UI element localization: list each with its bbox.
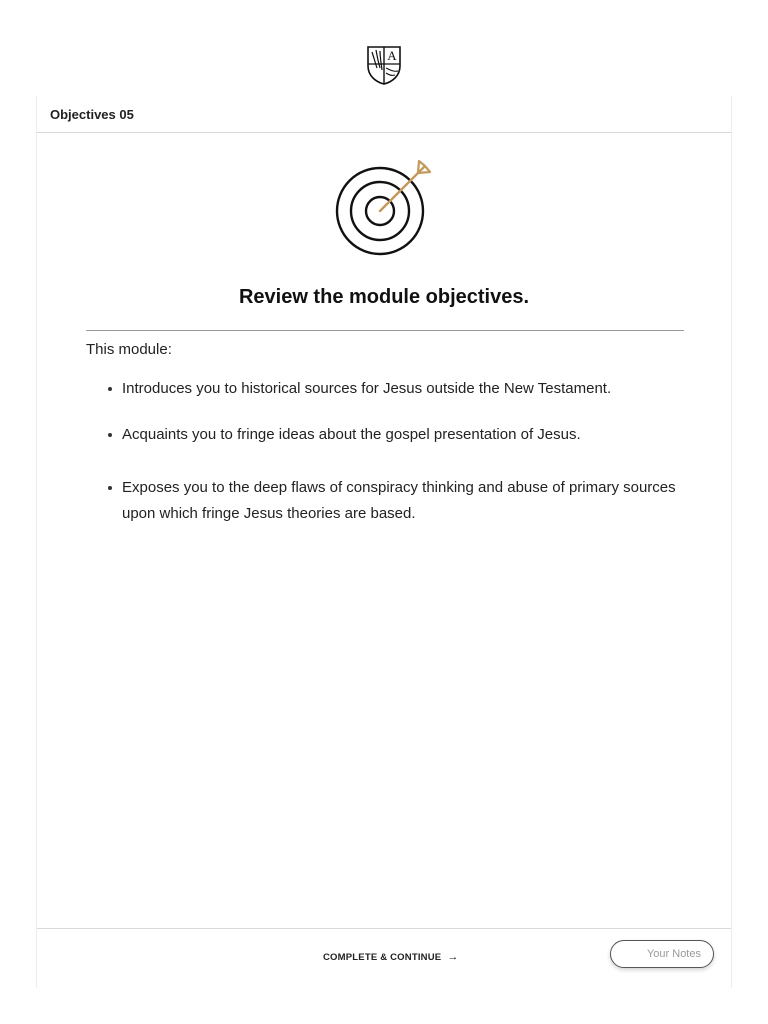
- objective-item: Introduces you to historical sources for Jesus outside the New Testament.: [86, 376, 686, 402]
- complete-continue-label: COMPLETE & CONTINUE: [323, 951, 442, 963]
- target-icon-wrap: [37, 158, 731, 258]
- objective-item: Exposes you to the deep flaws of conspiracy thinking and abuse of primary sources upon which fringe Jesus theories are based.: [86, 475, 686, 527]
- lesson-footer: [37, 928, 731, 988]
- complete-continue-button[interactable]: [323, 951, 459, 963]
- svg-text:A: A: [387, 48, 397, 63]
- arrow-right-icon: →: [447, 951, 459, 963]
- target-arrow-icon: [334, 158, 434, 258]
- divider: [86, 330, 684, 331]
- objectives-list: [86, 376, 686, 527]
- lesson-title: Objectives 05: [37, 96, 731, 133]
- your-notes-label: Your Notes: [646, 948, 701, 960]
- objectives-heading: Review the module objectives.: [238, 286, 530, 308]
- your-notes-button[interactable]: [610, 940, 714, 968]
- module-card: [36, 96, 732, 988]
- module-intro: This module:: [86, 341, 172, 358]
- crest-shield-icon: [365, 44, 403, 86]
- logo: [0, 44, 768, 86]
- objective-item: Acquaints you to fringe ideas about the gospel presentation of Jesus.: [86, 422, 686, 448]
